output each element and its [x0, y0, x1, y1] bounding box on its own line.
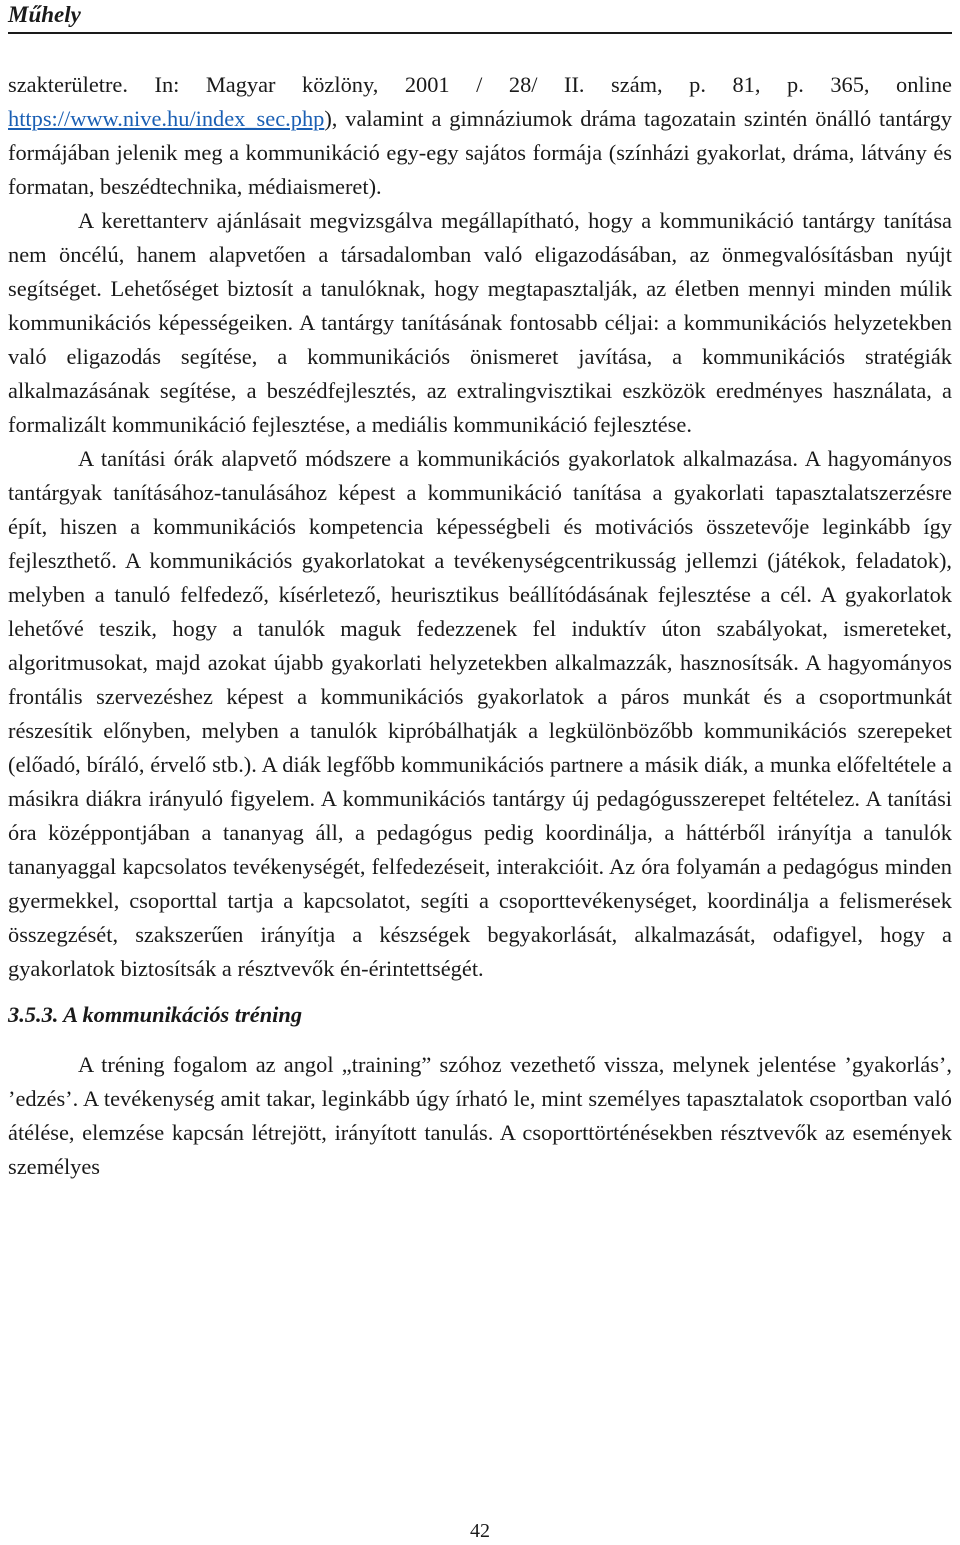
page-number: 42 — [470, 1520, 490, 1542]
paragraph-3: A tanítási órák alapvető módszere a kommunikációs gyakorlatok alkalmazása. A hagyományos tantárgyak tanításához-tanulásához képest a kommunikáció tanítása a gyakorlati tapasztalatszerzésre épít, hiszen a kommunikációs kompetencia képességbeli és motivációs összetevője leginkább így fejleszthető. A kommunikációs gyakorlatokat a tevékenységcentrikusság jellemzi (játékok, feladatok), melyben a tanuló felfedező, kísérletező, heurisztikus beállítódásának fejlesztése a cél. A gyakorlatok lehetővé teszik, hogy a tanulók maguk fedezzenek fel induktív úton szabályokat, ismereteket, algoritmusokat, majd azokat újabb gyakorlati helyzetekben alkalmazzák, hasznosítsák. A hagyományos frontális szervezéshez képest a kommunikációs gyakorlatok a páros munkát és a csoportmunkát részesítik előnyben, melyben a tanulók kipróbálhatják a legkülönbözőbb kommunikációs szerepeket (előadó, bíráló, érvelő stb.). A diák legfőbb kommunikációs partnere a másik diák, a munka előfeltétele a másikra diákra irányuló figyelem. A kommunikációs tantárgy új pedagógusszerepet feltételez. A tanítási óra középpontjában a tananyag áll, a pedagógus pedig koordinálja, a háttérből irányítja a tanulók tananyaggal kapcsolatos tevékenységét, felfedezéseit, interakcióit. Az óra folyamán a pedagógus minden gyermekkel, csoporttal tartja a kapcsolatot, segíti a csoporttevékenységet, koordinálja a felismerések összegzését, szakszerűen irányítja a készségek begyakorlását, alkalmazását, odafigyel, hogy a gyakorlatok biztosítsák a résztvevők én-érintettségét. — [8, 446, 952, 981]
journal-title: Műhely — [8, 2, 81, 27]
header-divider — [8, 32, 952, 34]
paragraph-1 — [8, 68, 952, 204]
page-header — [8, 0, 952, 34]
body-text — [8, 68, 952, 1184]
section-heading: 3.5.3. A kommunikációs tréning — [8, 1002, 303, 1027]
nive-link[interactable]: https://www.nive.hu/index_sec.php — [8, 106, 325, 131]
paragraph-1-start: szakterületre. In: Magyar közlöny, 2001 / 28/ II. szám, p. 81, p. 365, online — [8, 72, 952, 97]
paragraph-4: A tréning fogalom az angol „training” szóhoz vezethető vissza, melynek jelentése ’gyakorlás’, ’edzés’. A tevékenység amit takar, leginkább úgy írható le, mint személyes tapasztalatok csoportban való átélése, elemzése kapcsán létrejött, irányított tanulás. A csoporttörténésekben résztvevők az események személyes — [8, 1052, 952, 1179]
paragraph-1-end: ), valamint a gimnáziumok dráma tagozatain szintén önálló tantárgy formájában jelenik meg a kommunikáció egy-egy sajátos formája (színházi gyakorlat, dráma, látvány és formatan, beszédtechnika, médiaismeret). — [8, 106, 952, 199]
paragraph-2: A kerettanterv ajánlásait megvizsgálva megállapítható, hogy a kommunikáció tantárgy tanítása nem öncélú, hanem alapvetően a társadalomban való eligazodásában, az önmegvalósításban nyújt segítséget. Lehetőséget biztosít a tanulóknak, hogy megtapasztalják, az életben mennyi minden múlik kommunikációs képességeiken. A tantárgy tanításának fontosabb céljai: a kommunikációs helyzetekben való eligazodás segítése, a kommunikációs önismeret javítása, a kommunikációs stratégiák alkalmazásának segítése, a beszédfejlesztés, az extralingvisztikai eszközök eredményes használata, a formalizált kommunikáció fejlesztése, a mediális kommunikáció fejlesztése. — [8, 208, 952, 437]
